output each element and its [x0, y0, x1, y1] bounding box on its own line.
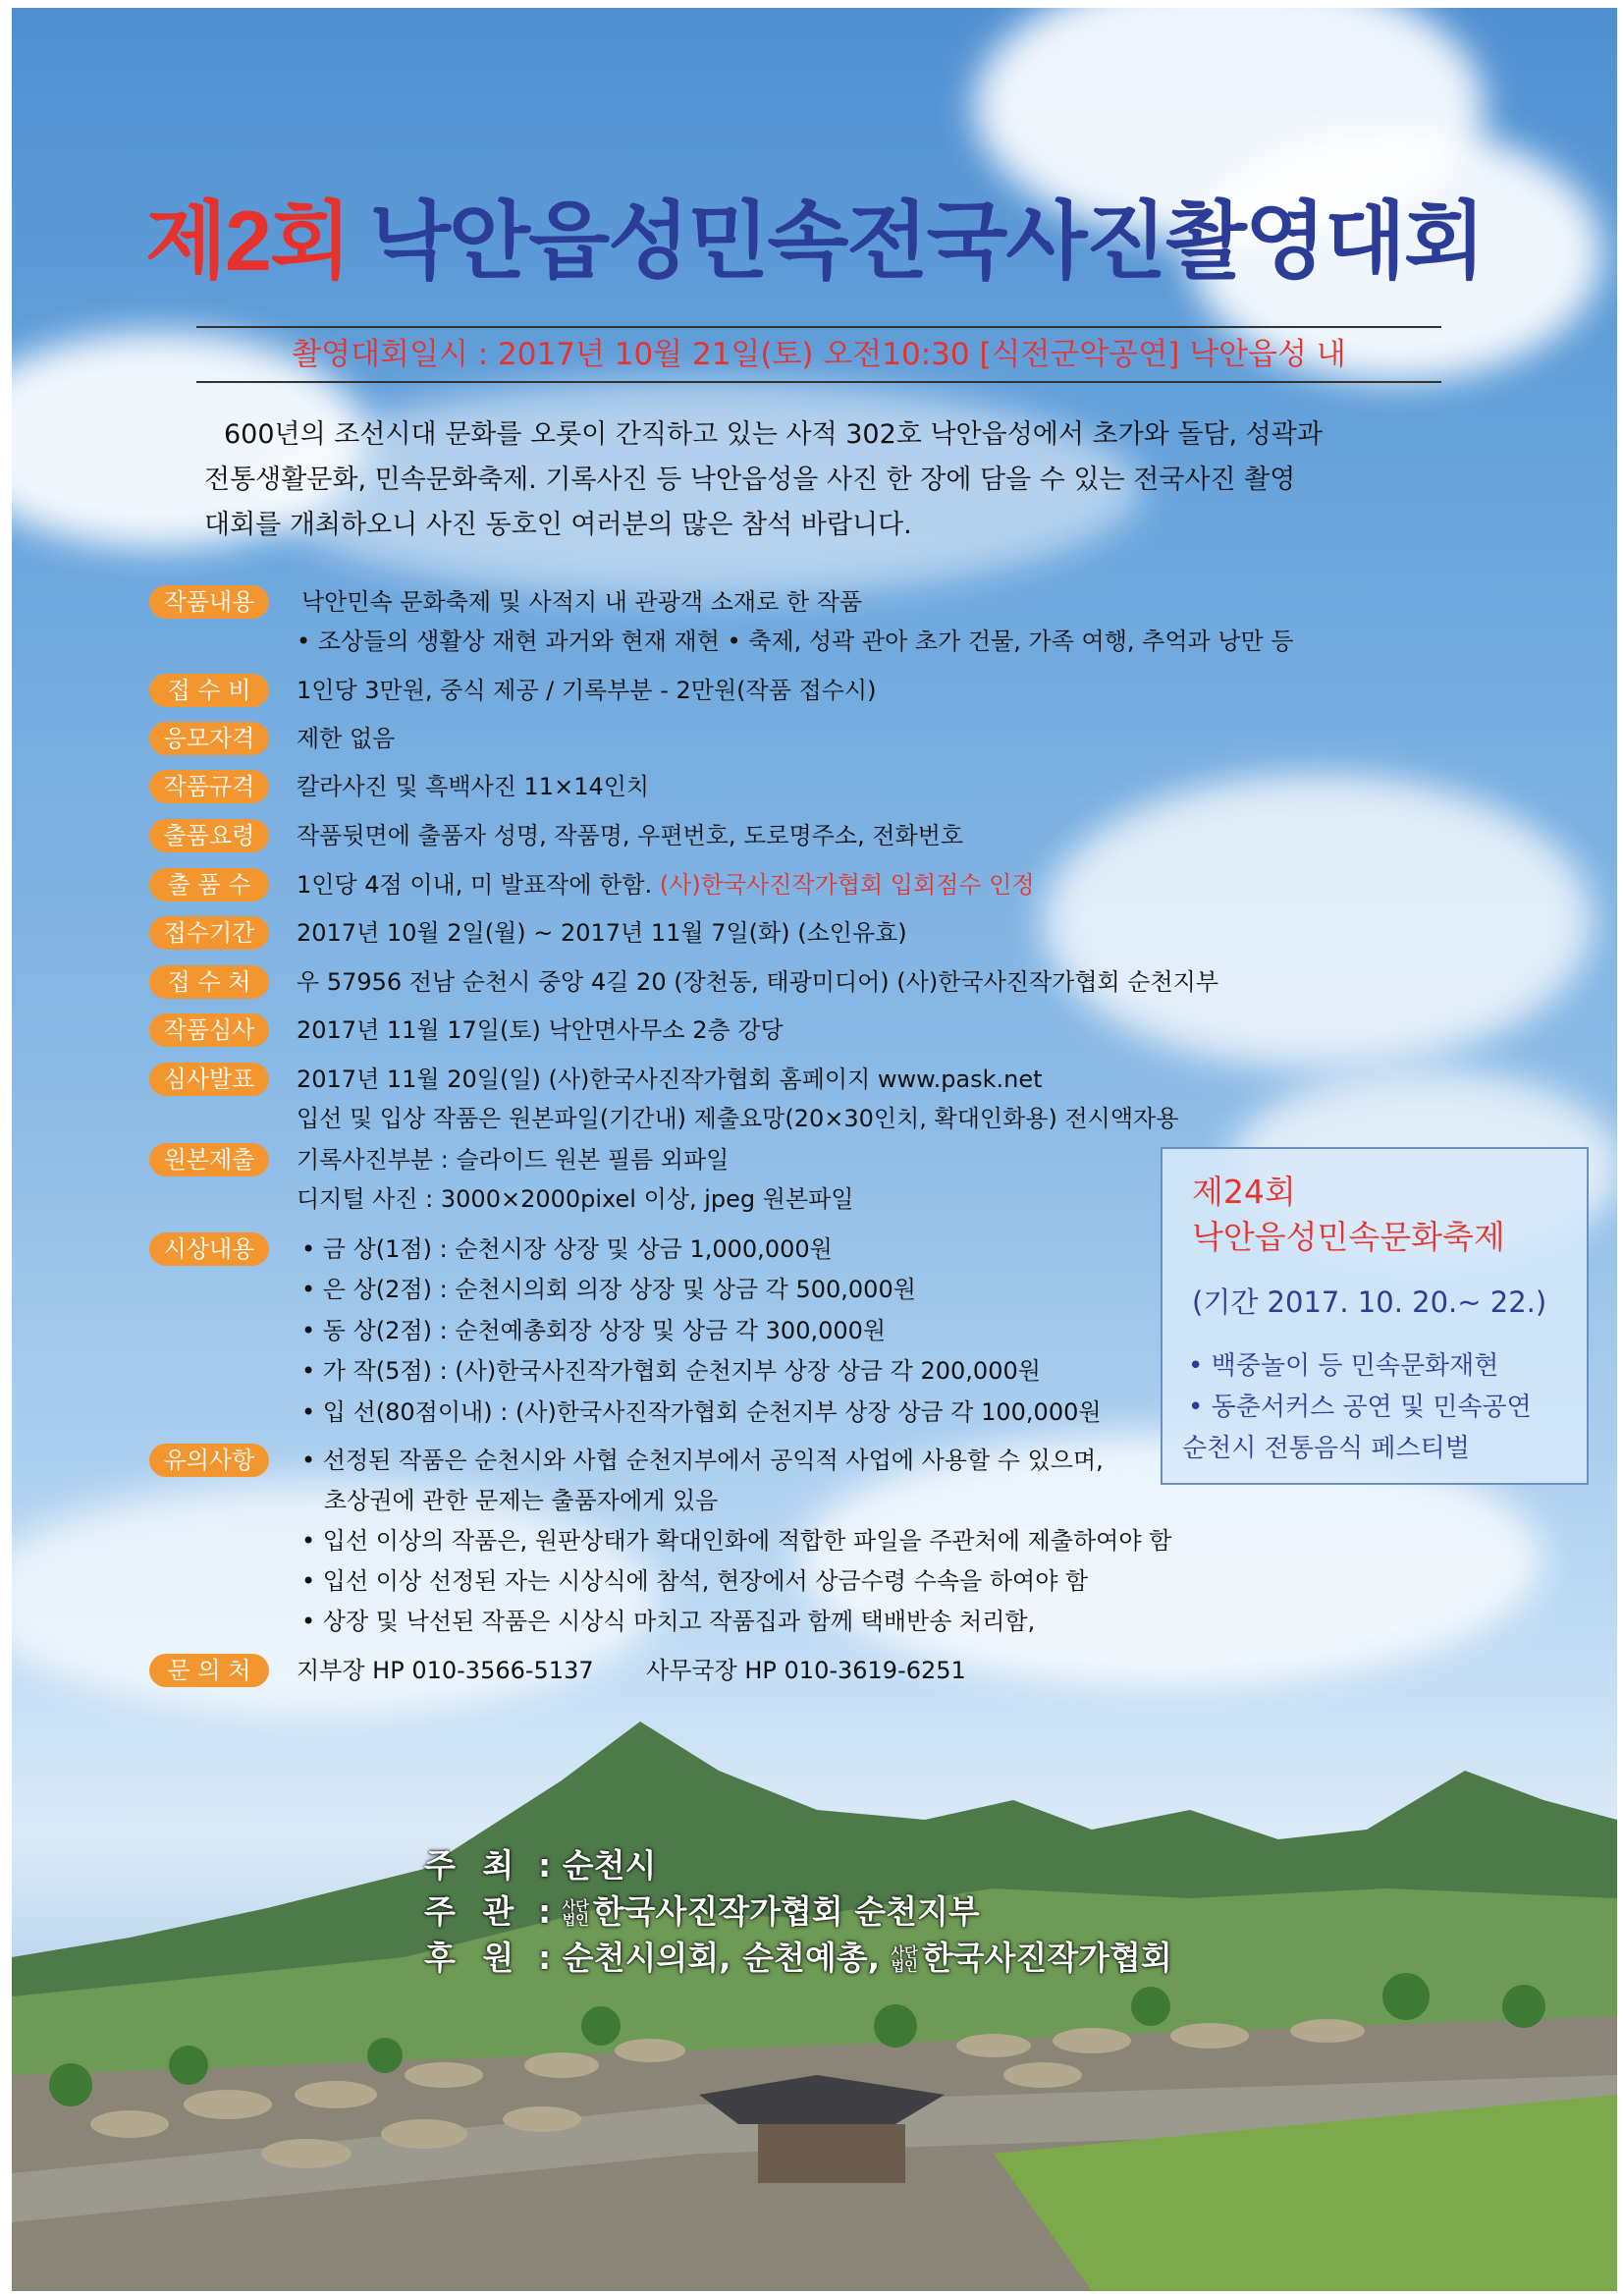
- note-item: • 입선 이상 선정된 자는 시상식에 참석, 현장에서 상금수령 수속을 하여야 함: [301, 1567, 1089, 1595]
- section-text: 디지털 사진 : 3000×2000pixel 이상, jpeg 원본파일: [297, 1185, 854, 1213]
- label-badge: 작품규격: [149, 770, 269, 803]
- host-value: : 순천시: [538, 1846, 657, 1885]
- award-item: • 입 선(80점이내) : (사)한국사진작가협회 순천지부 상장 상금 각 100,000원: [301, 1398, 1102, 1426]
- intro-line: 전통생활문화, 민속문화축제. 기록사진 등 낙안읍성을 사진 한 장에 담을 수 있는 전국사진 촬영: [204, 465, 1296, 495]
- organizer-value: 한국사진작가협회 순천지부: [592, 1892, 980, 1931]
- section-text: 입선 및 입상 작품은 원본파일(기간내) 제출요망(20×30인치, 확대인화용) 전시액자용: [297, 1105, 1179, 1132]
- colon: :: [538, 1892, 563, 1931]
- label-badge: 접 수 처: [149, 965, 269, 999]
- sponsor-label: 후 원: [424, 1939, 522, 1977]
- section-text: 1인당 3만원, 중식 제공 / 기록부분 - 2만원(작품 접수시): [297, 677, 877, 704]
- section-text: 2017년 11월 20일(일) (사)한국사진작가협회 홈페이지 www.pask.net: [297, 1066, 1043, 1093]
- intro-line: 600년의 조선시대 문화를 오롯이 간직하고 있는 사적 302호 낙안읍성에서 초가와 돌담, 성곽과: [224, 419, 1323, 450]
- festival-info-box: [1161, 1147, 1589, 1485]
- poster-title: [12, 173, 1617, 295]
- festival-item: 순천시 전통음식 페스티벌: [1182, 1434, 1470, 1463]
- title-edition: 제2회: [144, 194, 350, 289]
- section-text: [297, 865, 1035, 904]
- gate-building: [758, 2124, 905, 2183]
- sponsor-value-2: 한국사진작가협회: [921, 1939, 1172, 1977]
- label-badge: 출 품 수: [149, 868, 269, 902]
- section-text: 작품뒷면에 출품자 성명, 작품명, 우편번호, 도로명주소, 전화번호: [297, 822, 964, 849]
- label-badge: 접 수 비: [149, 674, 269, 707]
- contest-date-line: 촬영대회일시 : 2017년 10월 21일(토) 오전10:30 [식전군악공연] 낙안읍성 내: [196, 326, 1441, 383]
- label-badge: 문 의 처: [149, 1654, 269, 1687]
- section-text: 지부장 HP 010-3566-5137 사무국장 HP 010-3619-6251: [297, 1657, 966, 1684]
- organizer-host: [424, 1840, 656, 1886]
- organizer-label: 주 관: [424, 1892, 522, 1931]
- intro-paragraph: [204, 412, 1441, 548]
- festival-period: (기간 2017. 10. 20.~ 22.): [1192, 1285, 1547, 1319]
- award-item: • 동 상(2점) : 순천예총회장 상장 및 상금 각 300,000원: [301, 1317, 887, 1344]
- section-text: 기록사진부분 : 슬라이드 원본 필름 외파일: [297, 1146, 730, 1174]
- corp-mark-2: 법인: [562, 1912, 589, 1929]
- sponsor-value: : 순천시의회, 순천예총,: [538, 1939, 892, 1977]
- count-highlight: (사)한국사진작가협회 입회점수 인정: [659, 871, 1035, 899]
- corp-mark-2: 법인: [891, 1958, 918, 1975]
- section-text: 제한 없음: [297, 725, 396, 752]
- label-badge: 접수기간: [149, 916, 269, 950]
- label-badge: 작품심사: [149, 1013, 269, 1047]
- section-text: 우 57956 전남 순천시 중앙 4길 20 (장천동, 태광미디어) (사)한국사진작가협회 순천지부: [297, 968, 1219, 996]
- host-label: 주 최: [424, 1846, 522, 1885]
- organizer-organizer: [424, 1886, 980, 1933]
- festival-item: • 백중놀이 등 민속문화재현: [1188, 1351, 1499, 1381]
- label-badge: 작품내용: [149, 585, 269, 619]
- label-badge: 유의사항: [149, 1444, 269, 1477]
- section-text: 낙안민속 문화축제 및 사적지 내 관광객 소재로 한 작품: [301, 588, 863, 616]
- note-item: • 상장 및 낙선된 작품은 시상식 마치고 작품집과 함께 택배반송 처리함,: [301, 1608, 1036, 1635]
- section-text: 2017년 10월 2일(월) ~ 2017년 11월 7일(화) (소인유효): [297, 919, 907, 947]
- section-text: 2017년 11월 17일(토) 낙안면사무소 2층 강당: [297, 1016, 784, 1044]
- label-badge: 원본제출: [149, 1143, 269, 1176]
- note-item: • 선정된 작품은 순천시와 사협 순천지부에서 공익적 사업에 사용할 수 있으며,: [301, 1447, 1104, 1474]
- intro-line: 대회를 개최하오니 사진 동호인 여러분의 많은 참석 바랍니다.: [204, 510, 912, 540]
- cloud-decoration: [1043, 774, 1593, 1068]
- festival-edition: 제24회: [1192, 1173, 1296, 1211]
- label-badge: 심사발표: [149, 1063, 269, 1096]
- award-item: • 은 상(2점) : 순천시의회 의장 상장 및 상금 각 500,000원: [301, 1276, 916, 1303]
- corp-mark-1: 사단: [562, 1898, 589, 1915]
- corporation-mark: [563, 1900, 589, 1928]
- label-badge: 응모자격: [149, 722, 269, 755]
- festival-item: • 동춘서커스 공연 및 민속공연: [1188, 1393, 1532, 1422]
- award-item: • 금 상(1점) : 순천시장 상장 및 상금 1,000,000원: [301, 1235, 833, 1263]
- label-badge: 출품요령: [149, 819, 269, 852]
- label-badge: 시상내용: [149, 1232, 269, 1266]
- corporation-mark: [892, 1946, 918, 1974]
- title-main: 낙안읍성민속전국사진촬영대회: [368, 194, 1485, 289]
- note-item: • 입선 이상의 작품은, 원판상태가 확대인화에 적합한 파일을 주관처에 제출하여야 함: [301, 1527, 1172, 1555]
- note-item: 초상권에 관한 문제는 출품자에게 있음: [301, 1487, 719, 1514]
- festival-title: 낙안읍성민속문화축제: [1192, 1218, 1505, 1256]
- award-item: • 가 작(5점) : (사)한국사진작가협회 순천지부 상장 상금 각 200,000원: [301, 1357, 1041, 1385]
- section-text: • 조상들의 생활상 재현 과거와 현재 재현 • 축제, 성곽 관아 초가 건물, 가족 여행, 추억과 낭만 등: [297, 628, 1294, 655]
- poster-background: [12, 8, 1617, 2291]
- organizer-sponsor: [424, 1933, 1172, 1979]
- section-text: 칼라사진 및 흑백사진 11×14인치: [297, 773, 650, 800]
- corp-mark-1: 사단: [891, 1944, 918, 1961]
- count-text: 1인당 4점 이내, 미 발표작에 한함.: [297, 871, 660, 899]
